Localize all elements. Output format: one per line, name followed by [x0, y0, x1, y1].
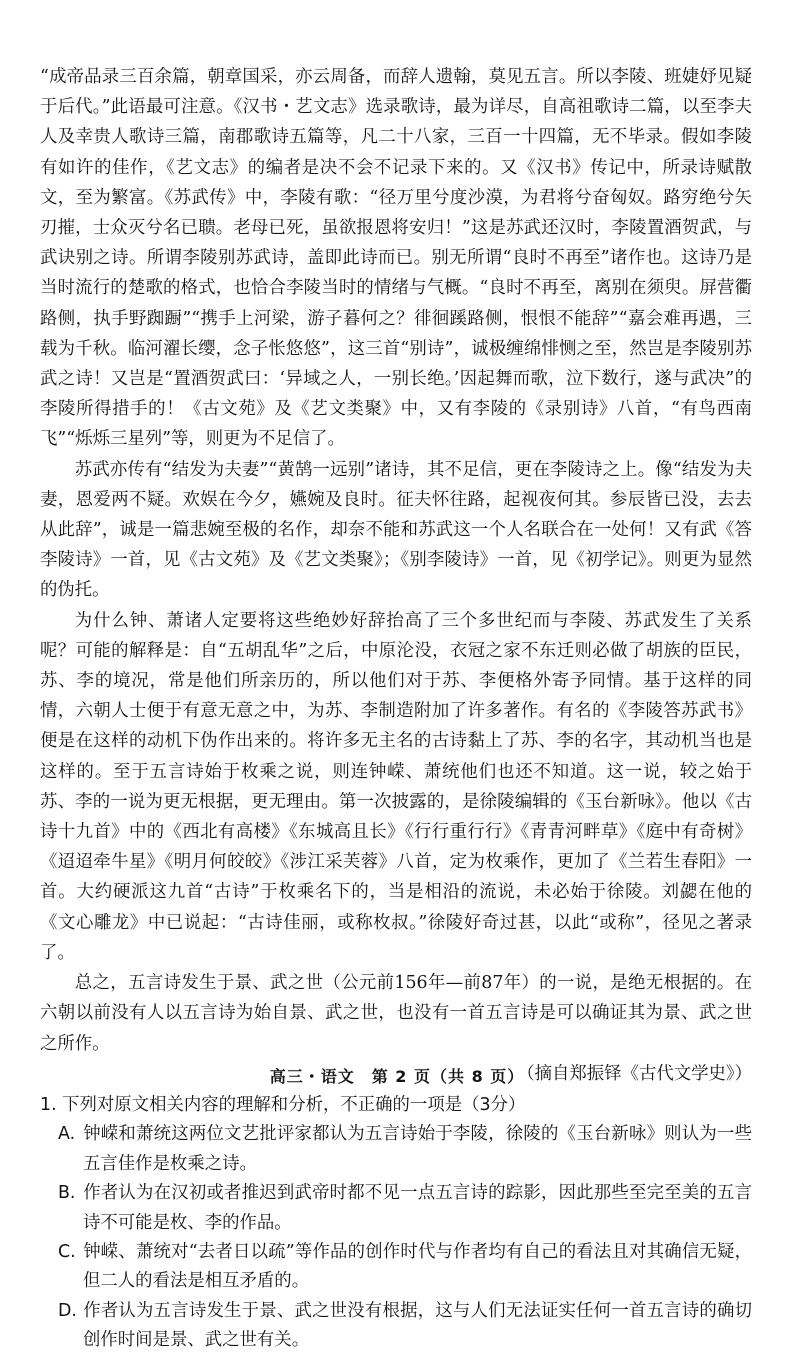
option-c — [58, 1238, 752, 1297]
option-d — [58, 1297, 752, 1356]
page-footer: 高三・语文 第 2 页（共 8 页） — [269, 1067, 525, 1086]
question-stem: 1. 下列对原文相关内容的理解和分析，不正确的一项是（3分） — [40, 1094, 526, 1115]
option-a — [58, 1120, 752, 1179]
passage-source: （摘自郑振铎《古代文学史》） — [517, 1063, 752, 1084]
passage-paragraph-4: 总之，五言诗发生于景、武之世（公元前156年—前87年）的一说，是绝无根据的。在六朝以前没有人以五言诗为始自景、武之世，也没有一首五言诗是可以确证其为景、武之世之所作。 — [40, 973, 752, 1054]
passage-paragraph-2: 苏武亦传有“结发为夫妻”“黄鹄一远别”诸诗，其不足信，更在李陵诗之上。像“结发为夫妻，恩爱两不疑。欢娱在今夕，嬿婉及良时。征夫怀往路，起视夜何其。参辰皆已没，去去从此辞”，诚是一篇悲婉至极的名作，却奈不能和苏武这一个人名联合在一处何！又有武《答李陵诗》一首，见《古文苑》及《艺文类聚》；《别李陵诗》一首，见《初学记》。则更为显然的伪托。 — [40, 459, 752, 601]
option-letter: A. — [58, 1124, 76, 1145]
option-letter: D. — [58, 1300, 77, 1321]
option-letter: B. — [58, 1183, 76, 1204]
passage-paragraph-3: 为什么钟、萧诸人定要将这些绝妙好辞抬高了三个多世纪而与李陵、苏武发生了关系呢？可能的解释是：自“五胡乱华”之后，中原沦没，衣冠之家不东迁则必做了胡族的臣民，苏、李的境况，常是他们所亲历的，所以他们对于苏、李便格外寄予同情。基于这样的同情，六朝人士便于有意无意之中，为苏、李制造附加了许多著作。有名的《李陵答苏武书》便是在这样的动机下伪作出来的。将许多无主名的古诗黏上了苏、李的名字，其动机当也是这样的。至于五言诗始于枚乘之说，则连钟嵘、萧统他们也还不知道。这一说，较之始于苏、李的一说为更无根据，更无理由。第一次披露的，是徐陵编辑的《玉台新咏》。他以《古诗十九首》中的《西北有高楼》《东城高且长》《行行重行行》《青青河畔草》《庭中有奇树》《迢迢牵牛星》《明月何皎皎》《涉江采芙蓉》八首，定为枚乘作，更加了《兰若生春阳》一首。大约硬派这九首“古诗”于枚乘名下的，当是相沿的流说，未必始于徐陵。刘勰在他的《文心雕龙》中已说起：“古诗佳丽，或称枚叔。”徐陵好奇过甚，以此“或称”，径见之著录了。 — [40, 610, 752, 963]
question-1 — [40, 1091, 752, 1356]
option-letter: C. — [58, 1241, 76, 1262]
option-text: 钟嵘和萧统这两位文艺批评家都认为五言诗始于李陵，徐陵的《玉台新咏》则认为一些五言佳作是枚乘之诗。 — [83, 1124, 752, 1174]
option-text: 作者认为在汉初或者推迟到武帝时都不见一点五言诗的踪影，因此那些至完至美的五言诗不可能是枚、李的作品。 — [83, 1183, 752, 1233]
option-text: 钟嵘、萧统对“去者日以疏”等作品的创作时代与作者均有自己的看法且对其确信无疑，但二人的看法是相互矛盾的。 — [83, 1241, 752, 1292]
option-b — [58, 1179, 752, 1238]
page-content — [40, 62, 752, 1356]
passage-paragraph-1: “成帝品录三百余篇，朝章国采，亦云周备，而辞人遗翰，莫见五言。所以李陵、班婕妤见疑于后代。”此语最可注意。《汉书・艺文志》选录歌诗，最为详尽，自高祖歌诗二篇，以至李夫人及幸贵人歌诗三篇，南郡歌诗五篇等，凡二十八家，三百一十四篇，无不毕录。假如李陵有如许的佳作，《艺文志》的编者是决不会不记录下来的。又《汉书》传记中，所录诗赋散文，至为繁富。《苏武传》中，李陵有歌：“径万里兮度沙漠，为君将兮奋匈奴。路穷绝兮矢刃摧，士众灭兮名已聩。老母已死，虽欲报恩将安归！”这是苏武还汉时，李陵置酒贺武，与武诀别之诗。所谓李陵别苏武诗，盖即此诗而已。别无所谓“良时不再至”诸作也。这诗乃是当时流行的楚歌的格式，也恰合李陵当时的情绪与气概。“良时不再至，离别在须臾。屏营衢路侧，执手野踟蹰”“携手上河梁，游子暮何之？徘徊蹊路侧，恨恨不能辞”“嘉会难再遇，三载为千秋。临河濯长缨，念子怅悠悠”，这三首“别诗”，诚极缠绵悱恻之至，然岂是李陵别苏武之诗！又岂是“置酒贺武曰：‘异域之人，一别长绝。’因起舞而歌，泣下数行，遂与武决”的李陵所得措手的！《古文苑》及《艺文类聚》中，又有李陵的《录别诗》八首，“有鸟西南飞”“烁烁三星列”等，则更为不足信了。 — [40, 67, 752, 450]
option-text: 作者认为五言诗发生于景、武之世没有根据，这与人们无法证实任何一首五言诗的确切创作时间是景、武之世有关。 — [83, 1300, 752, 1351]
